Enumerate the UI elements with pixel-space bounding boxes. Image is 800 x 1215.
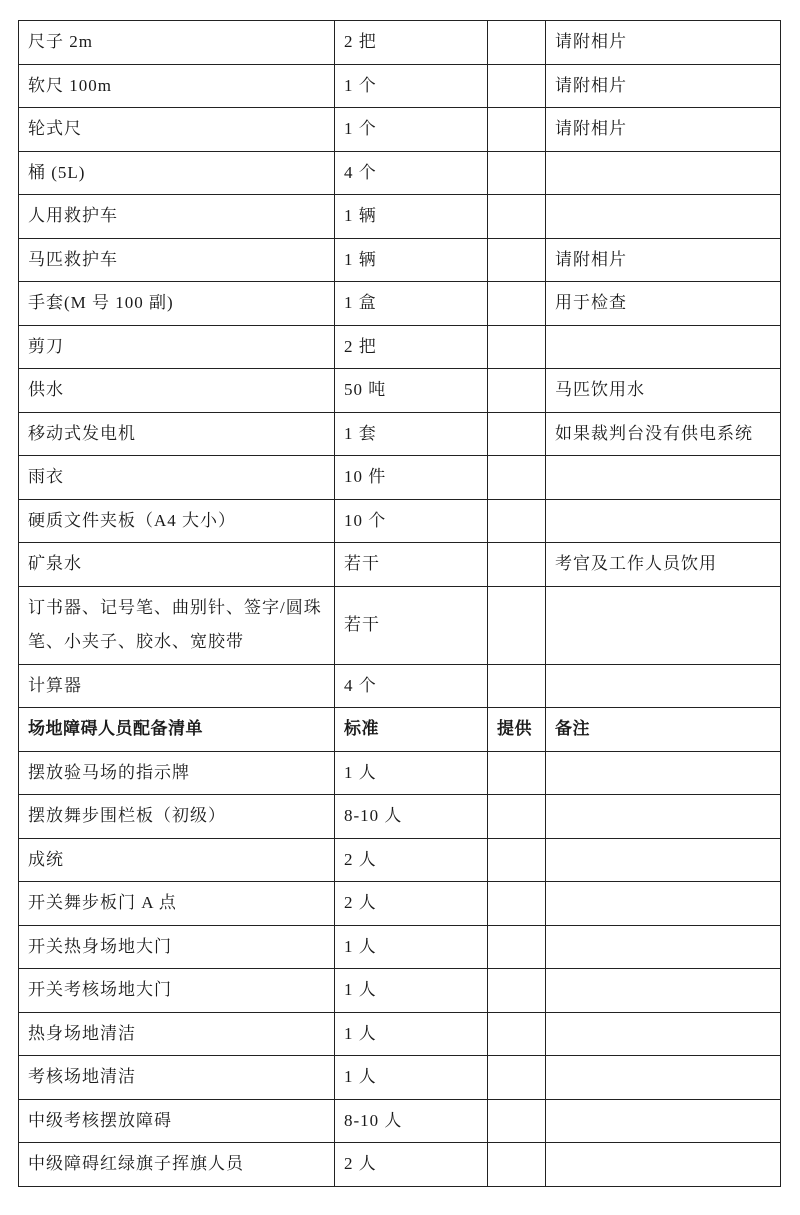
table-row [19,151,781,195]
item-cell: 摆放舞步围栏板（初级） [19,795,335,839]
table-row [19,1012,781,1056]
provided-cell [488,21,546,65]
note-cell: 请附相片 [546,238,781,282]
item-cell: 开关考核场地大门 [19,969,335,1013]
standard-cell: 1 个 [335,108,488,152]
standard-cell: 2 人 [335,882,488,926]
note-cell [546,1056,781,1100]
provided-cell [488,325,546,369]
provided-cell [488,282,546,326]
standard-cell: 4 个 [335,664,488,708]
standard-cell: 50 吨 [335,369,488,413]
item-cell: 手套(M 号 100 副) [19,282,335,326]
standard-cell: 1 套 [335,412,488,456]
provided-cell [488,969,546,1013]
table-row [19,969,781,1013]
item-cell: 轮式尺 [19,108,335,152]
table-body [19,21,781,1187]
table-row [19,882,781,926]
provided-cell [488,838,546,882]
table-row [19,1099,781,1143]
standard-cell: 若干 [335,543,488,587]
item-cell: 软尺 100m [19,64,335,108]
standard-cell: 1 人 [335,751,488,795]
standard-cell: 1 个 [335,64,488,108]
standard-cell: 4 个 [335,151,488,195]
standard-cell: 2 人 [335,1143,488,1187]
item-cell: 人用救护车 [19,195,335,239]
standard-cell: 1 盒 [335,282,488,326]
note-cell [546,882,781,926]
provided-cell [488,1143,546,1187]
note-cell: 如果裁判台没有供电系统 [546,412,781,456]
provided-cell [488,586,546,664]
note-cell [546,751,781,795]
note-cell [546,664,781,708]
provided-cell [488,238,546,282]
table-row [19,282,781,326]
standard-cell: 标准 [335,708,488,752]
item-cell: 计算器 [19,664,335,708]
item-cell: 中级障碍红绿旗子挥旗人员 [19,1143,335,1187]
item-cell: 热身场地清洁 [19,1012,335,1056]
provided-cell [488,751,546,795]
note-cell: 备注 [546,708,781,752]
provided-cell [488,925,546,969]
provided-cell [488,664,546,708]
standard-cell: 1 人 [335,1012,488,1056]
provided-cell [488,369,546,413]
table-row [19,369,781,413]
equipment-table [18,20,781,1187]
table-row [19,838,781,882]
table-row [19,1056,781,1100]
provided-cell [488,1012,546,1056]
item-cell: 中级考核摆放障碍 [19,1099,335,1143]
item-cell: 剪刀 [19,325,335,369]
standard-cell: 1 辆 [335,195,488,239]
item-cell: 成统 [19,838,335,882]
section-header-row [19,708,781,752]
note-cell [546,456,781,500]
table-row [19,499,781,543]
table-row [19,586,781,664]
standard-cell: 1 人 [335,1056,488,1100]
standard-cell: 10 个 [335,499,488,543]
standard-cell: 若干 [335,586,488,664]
note-cell [546,1143,781,1187]
note-cell [546,925,781,969]
note-cell: 用于检查 [546,282,781,326]
table-row [19,412,781,456]
provided-cell [488,795,546,839]
provided-cell [488,195,546,239]
item-cell: 尺子 2m [19,21,335,65]
provided-cell [488,64,546,108]
provided-cell [488,151,546,195]
note-cell [546,838,781,882]
note-cell: 请附相片 [546,21,781,65]
item-cell: 硬质文件夹板（A4 大小） [19,499,335,543]
item-cell: 开关热身场地大门 [19,925,335,969]
note-cell [546,1099,781,1143]
note-cell [546,1012,781,1056]
provided-cell [488,108,546,152]
standard-cell: 1 人 [335,969,488,1013]
item-cell: 订书器、记号笔、曲别针、签字/圆珠笔、小夹子、胶水、宽胶带 [19,586,335,664]
item-cell: 场地障碍人员配备清单 [19,708,335,752]
standard-cell: 10 件 [335,456,488,500]
note-cell [546,499,781,543]
standard-cell: 8-10 人 [335,795,488,839]
note-cell: 请附相片 [546,108,781,152]
standard-cell: 2 把 [335,21,488,65]
table-row [19,64,781,108]
note-cell: 马匹饮用水 [546,369,781,413]
table-row [19,925,781,969]
note-cell [546,795,781,839]
provided-cell [488,456,546,500]
note-cell [546,586,781,664]
table-row [19,456,781,500]
item-cell: 雨衣 [19,456,335,500]
note-cell: 考官及工作人员饮用 [546,543,781,587]
note-cell [546,969,781,1013]
note-cell [546,151,781,195]
note-cell [546,325,781,369]
item-cell: 供水 [19,369,335,413]
table-row [19,325,781,369]
table-row [19,1143,781,1187]
table-row [19,795,781,839]
table-row [19,21,781,65]
table-row [19,751,781,795]
provided-cell [488,882,546,926]
item-cell: 桶 (5L) [19,151,335,195]
note-cell: 请附相片 [546,64,781,108]
table-row [19,238,781,282]
item-cell: 摆放验马场的指示牌 [19,751,335,795]
item-cell: 开关舞步板门 A 点 [19,882,335,926]
note-cell [546,195,781,239]
standard-cell: 1 人 [335,925,488,969]
provided-cell: 提供 [488,708,546,752]
provided-cell [488,1099,546,1143]
provided-cell [488,543,546,587]
provided-cell [488,412,546,456]
provided-cell [488,1056,546,1100]
table-row [19,108,781,152]
standard-cell: 8-10 人 [335,1099,488,1143]
item-cell: 矿泉水 [19,543,335,587]
standard-cell: 2 人 [335,838,488,882]
item-cell: 考核场地清洁 [19,1056,335,1100]
item-cell: 马匹救护车 [19,238,335,282]
table-row [19,664,781,708]
item-cell: 移动式发电机 [19,412,335,456]
table-row [19,195,781,239]
standard-cell: 1 辆 [335,238,488,282]
provided-cell [488,499,546,543]
standard-cell: 2 把 [335,325,488,369]
table-row [19,543,781,587]
